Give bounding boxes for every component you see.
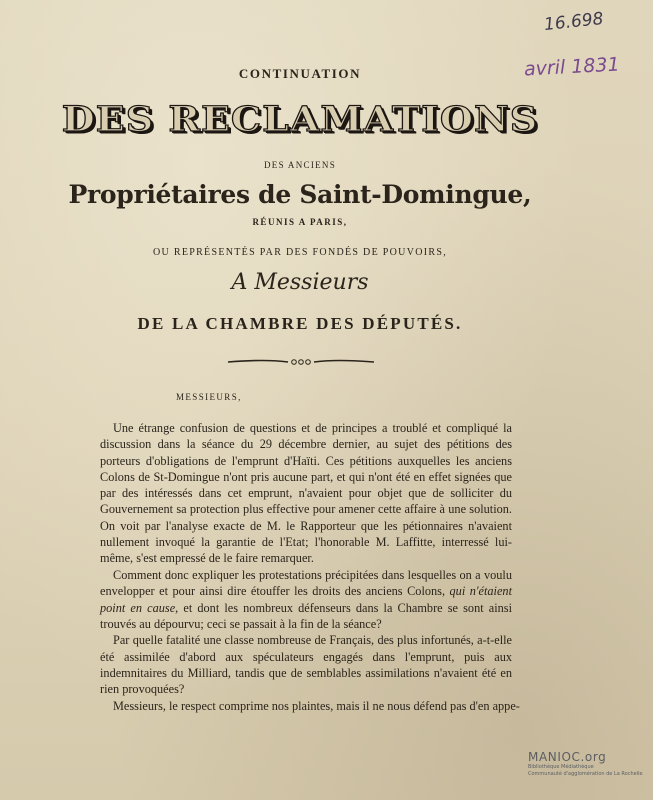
paragraph-1: Une étrange confusion de questions et de principes a troublé et compliqué la discussion dans la séance du 29 décembre dernier, au sujet des pétitions des porteurs d'obligations de l'emprunt d'Haïti. Ces pétitions auxquelles les anciens Colons de St-Domingue n'ont pris aucune part, et qui n'ont été en effet signées que par des intéressés dans cet emprunt, n'avaient pour objet que de solliciter du Gouvernement sa protection plus effective pour amener cette affaire à une solution. On voit par l'analyse exacte de M. le Rapporteur que les pétionnaires n'avaient nullement invoqué la garantie de l'Etat; l'honorable M. Laffitte, interressé lui-même, s'est empressé de le faire remarquer. (100, 421, 512, 566)
paragraph-4: Messieurs, le respect comprime nos plaintes, mais il ne nous défend pas d'en appe- (113, 698, 520, 713)
stamp-line-1: Bibliothèque Médiathèque (528, 764, 594, 770)
title-main: DES RECLAMATIONS (61, 97, 539, 140)
ornamental-divider (226, 356, 376, 368)
manioc-logo: MANIOC.org (528, 750, 607, 764)
title-messieurs: A Messieurs (231, 270, 369, 295)
paragraph-3: Par quelle fatalité une classe nombreuse de Français, des plus infortunés, a-t-elle été assimilée d'abord aux spéculateurs engagés dans l'emprunt, puis aux indemnitaires du Milliard, tandis que de semblables assimilations n'avaient été en rien provoquées? (100, 633, 512, 697)
title-chambre: DE LA CHAMBRE DES DÉPUTÉS. (137, 314, 463, 333)
title-continuation: CONTINUATION (238, 66, 362, 81)
paragraph-2 (100, 567, 512, 632)
title-des-anciens: DES ANCIENS (263, 160, 337, 170)
paragraph-2-end: , et dont les nombreux défenseurs dans la Chambre se sont ainsi trouvés au dépourvu; ceci se passait à la fin de la séance? (100, 600, 512, 631)
title-reunis: RÉUNIS A PARIS, (252, 217, 348, 227)
paragraph-2-start: Comment donc expliquer les protestations précipitées dans lesquelles on a voulu envelopper et pour ainsi dire étouffer les droits des anciens Colons, (100, 567, 512, 599)
handwritten-shelfmark: 16.698 (543, 8, 605, 36)
stamp-line-2: Communauté d'agglomération de La Rochelle (528, 771, 643, 777)
letter-salutation: MESSIEURS, (176, 392, 242, 402)
library-stamp (528, 750, 643, 778)
paragraph-2-italic: qui n'étaient point en cause (100, 584, 512, 615)
title-proprietaires: Propriétaires de Saint-Domingue, (68, 180, 532, 209)
handwritten-date-note: avril 1831 (523, 53, 621, 81)
letter-body (100, 420, 520, 715)
title-represented: OU REPRÉSENTÉS PAR DES FONDÉS DE POUVOIRS, (153, 247, 447, 258)
